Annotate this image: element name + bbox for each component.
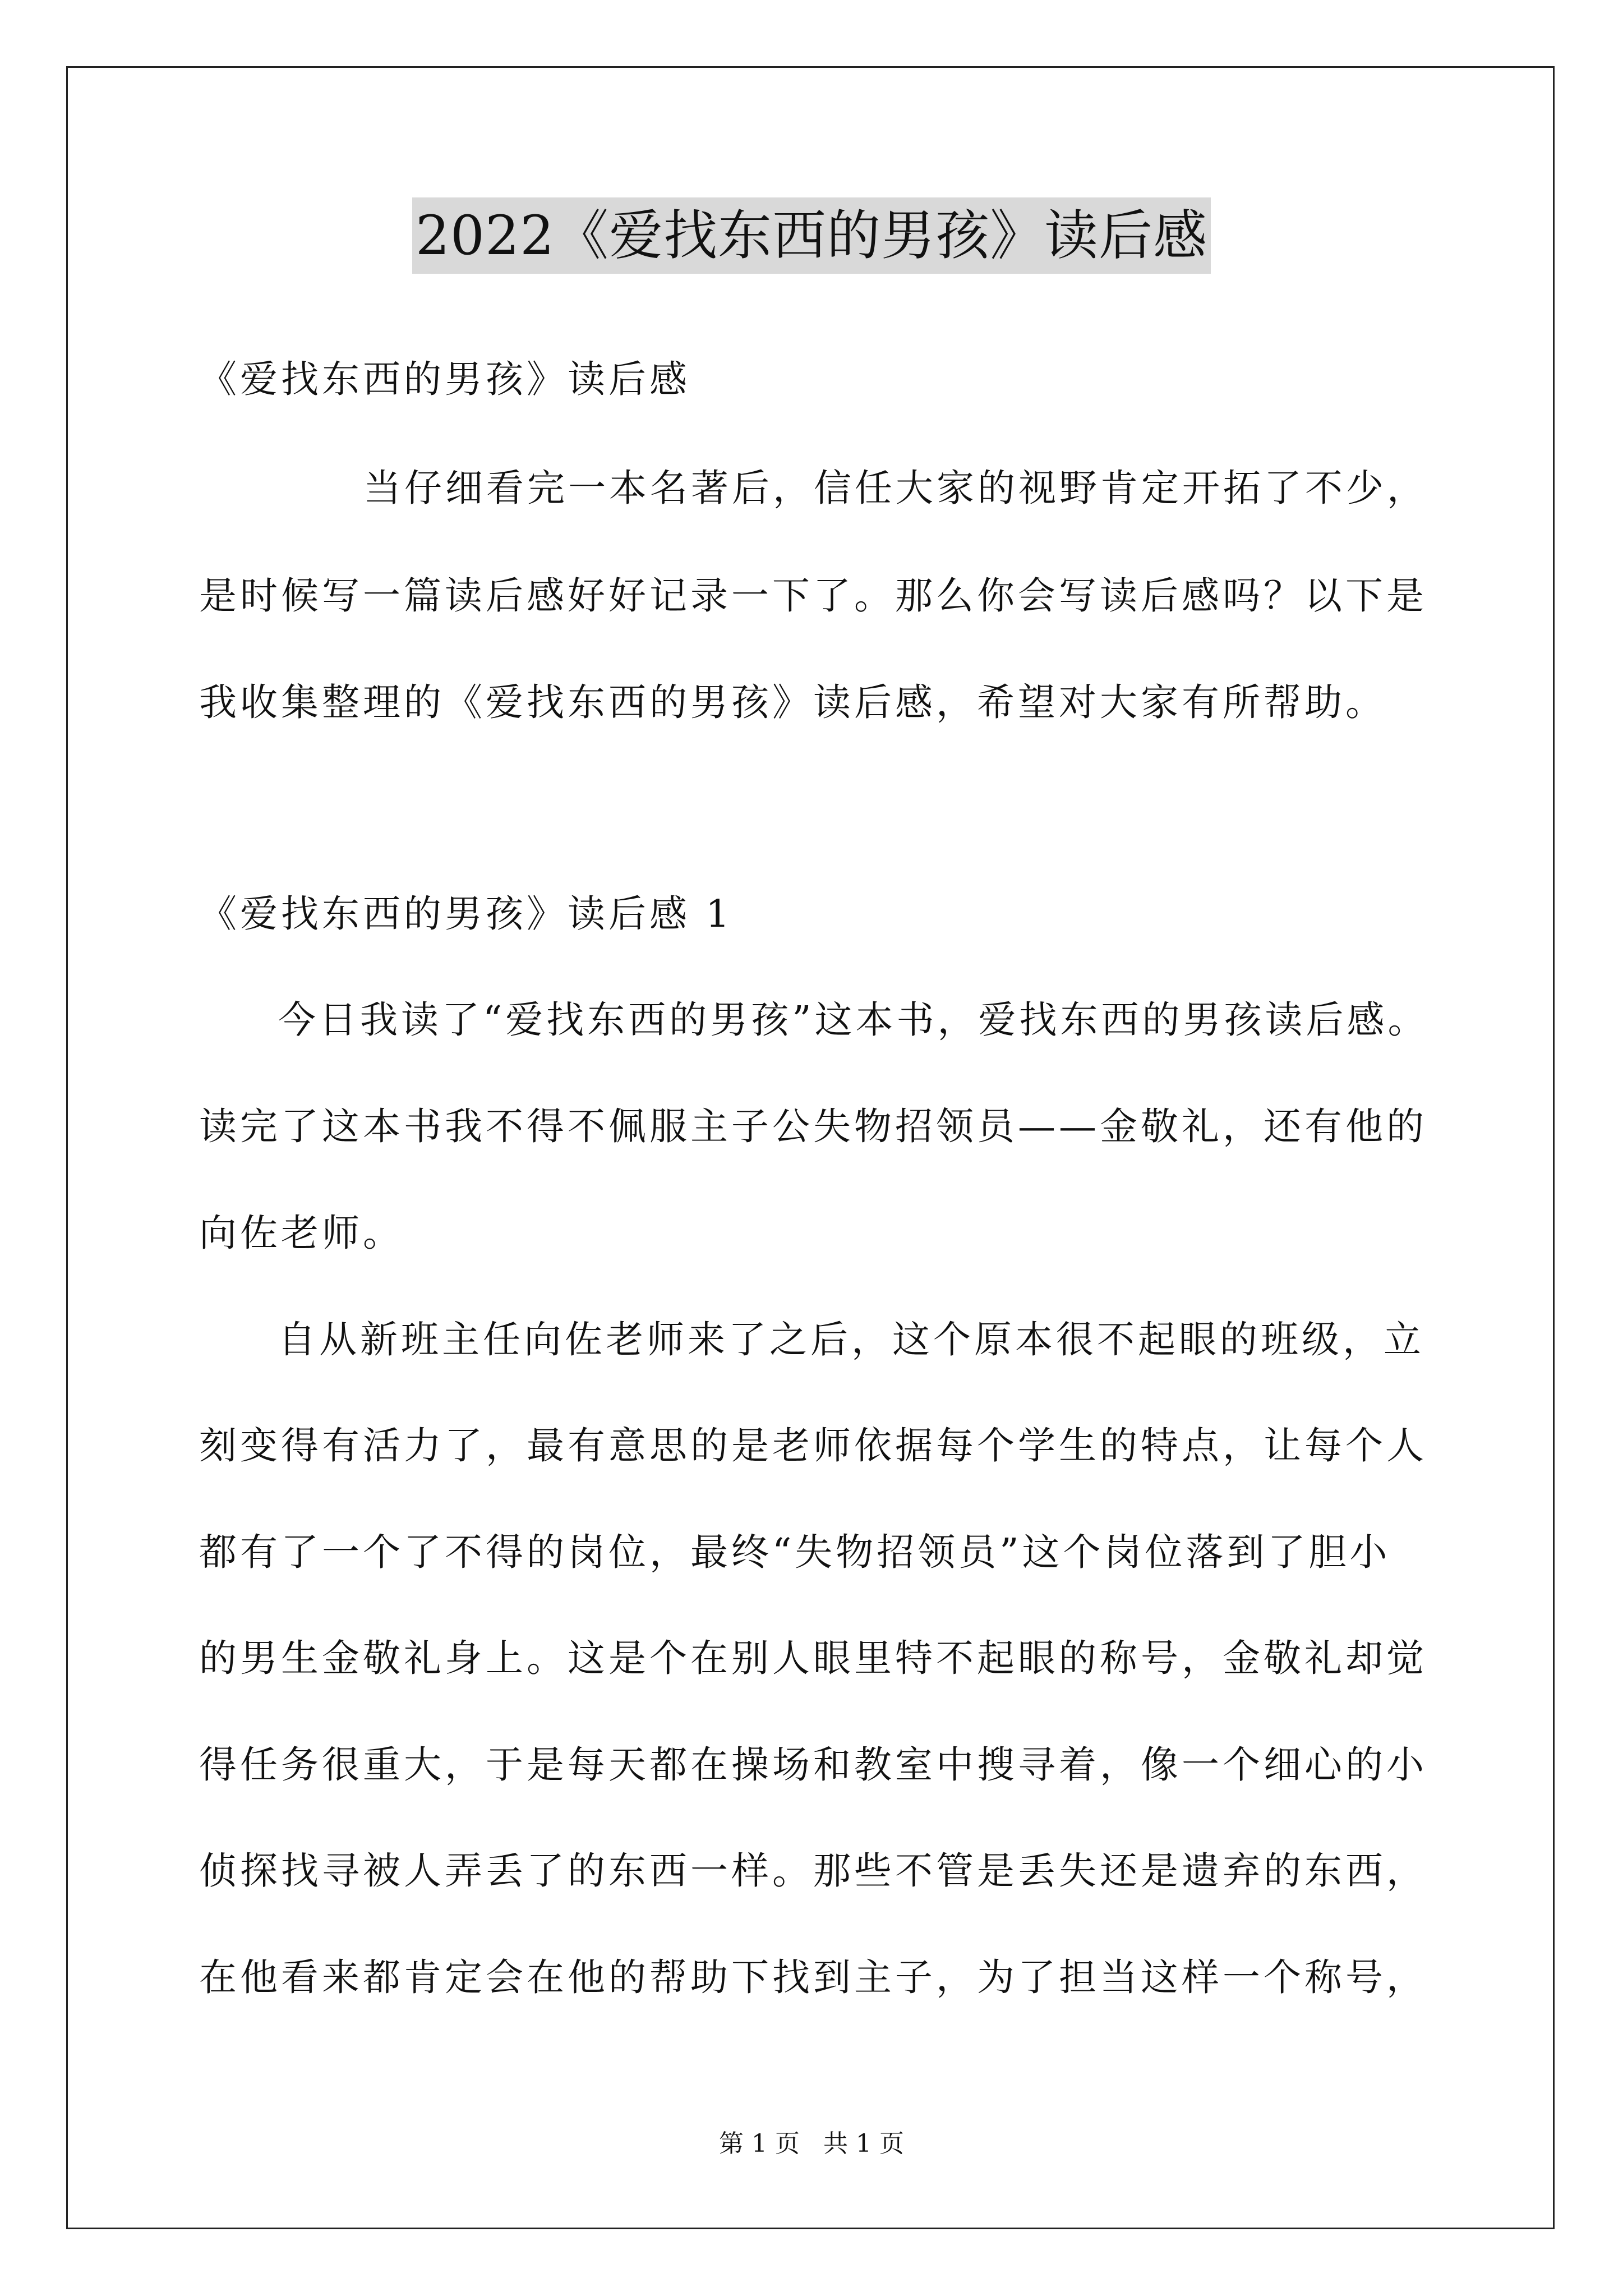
paragraph-2-line-6: 侦探找寻被人弄丢了的东西一样。那些不管是丢失还是遗弃的东西， [199,1849,1427,1893]
paragraph-1-line-3: 向佐老师。 [199,1211,404,1255]
paragraph-1-line-2: 读完了这本书我不得不佩服主子公失物招领员——金敬礼，还有他的 [199,1105,1427,1148]
document-title: 2022《爱找东西的男孩》读后感 [412,197,1211,274]
subtitle-line: 《爱找东西的男孩》读后感 [199,357,690,401]
paragraph-1-line-1: 今日我读了“爱找东西的男孩”这本书，爱找东西的男孩读后感。 [278,998,1429,1042]
paragraph-2-line-3: 都有了一个了不得的岗位，最终“失物招领员”这个岗位落到了胆小 [199,1530,1391,1574]
title-container [0,197,1623,274]
intro-line-2: 是时候写一篇读后感好好记录一下了。那么你会写读后感吗？以下是 [199,574,1427,618]
section-heading-1: 《爱找东西的男孩》读后感 1 [199,892,733,936]
paragraph-2-line-1: 自从新班主任向佐老师来了之后，这个原本很不起眼的班级，立 [278,1318,1424,1361]
paragraph-2-line-5: 得任务很重大，于是每天都在操场和教室中搜寻着，像一个细心的小 [199,1743,1427,1787]
intro-line-3: 我收集整理的《爱找东西的男孩》读后感，希望对大家有所帮助。 [199,680,1386,724]
paragraph-2-line-2: 刻变得有活力了，最有意思的是老师依据每个学生的特点，让每个人 [199,1424,1427,1467]
intro-line-1: 当仔细看完一本名著后，信任大家的视野肯定开拓了不少， [363,466,1428,510]
paragraph-2-line-7: 在他看来都肯定会在他的帮助下找到主子，为了担当这样一个称号， [199,1955,1427,1999]
paragraph-2-line-4: 的男生金敬礼身上。这是个在别人眼里特不起眼的称号，金敬礼却觉 [199,1636,1427,1680]
page-footer: 第 1 页 共 1 页 [719,2129,904,2158]
